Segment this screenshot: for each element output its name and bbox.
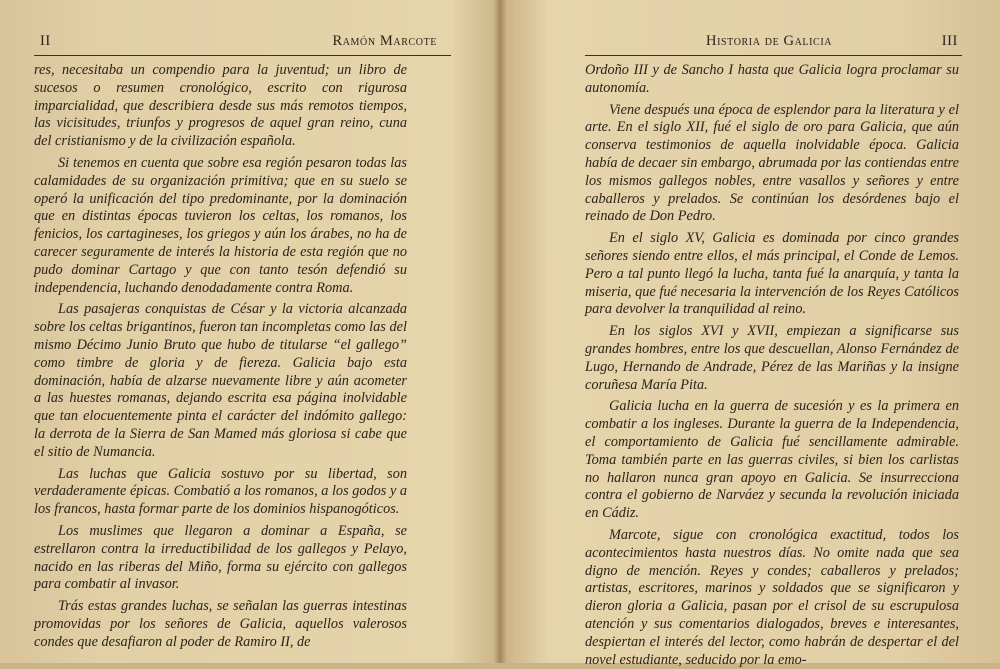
- right-page-body: [585, 62, 959, 669]
- right-page-header: [706, 33, 958, 53]
- left-page-body: [34, 62, 407, 652]
- right-paragraph: Galicia lucha en la guerra de sucesión y es la primera en combatir a los ingleses. Durante la guerra de la Independencia, el comportamiento de Galicia fué sencillamente admirable. Toma también parte en las guerras civiles, si bien los carlistas no hallaron nunca gran apoyo en Galicia. Se insurrecciona contra el gobierno de Narváez y secunda la revolución iniciada en Cádiz.: [585, 398, 959, 522]
- left-paragraph: Los muslimes que llegaron a dominar a España, se estrellaron contra la irreductibilidad de los gallegos y Pelayo, nacido en las riberas del Miño, forma su ejército con gallegos para combatir al invasor.: [34, 522, 407, 593]
- left-paragraph: Si tenemos en cuenta que sobre esa región pesaron todas las calamidades de su organización primitiva; que en su suelo se operó la unificación del tipo predominante, por la dominación que en distintas épocas tuvieron los celtas, los romanos, los fenicios, los cartagineses, los griegos y aún los árabes, no ha de carecer seguramente de interés la historia de esta región que no pudo dominar Cartago y que con tanto tesón defendió su independencia, luchando denodadamente contra Roma.: [34, 154, 407, 296]
- right-paragraph: Ordoño III y de Sancho I hasta que Galicia logra proclamar su autonomía.: [585, 62, 959, 96]
- left-header-rule: [34, 55, 451, 56]
- left-page: [0, 0, 497, 663]
- right-page: [503, 0, 1000, 668]
- right-paragraph: Marcote, sigue con cronológica exactitud, todos los acontecimientos hasta nuestros días. No omite nada que sea digno de mención. Reyes y condes; caballeros y prelados; artistas, escritores, marinos y soldados que se significaron y dieron gloria a Galicia, pasan por el crisol de su escrupulosa atención y sus comentarios dialogados, breves e interesantes, despiertan el interés del lector, como habrán de despertar el del novel estudiante, seducido por la emo-: [585, 526, 959, 668]
- right-header-rule: [585, 55, 962, 56]
- left-page-header: [40, 33, 437, 53]
- left-paragraph: Trás estas grandes luchas, se señalan las guerras intestinas promovidas por los señores de Galicia, aquellos valerosos condes que desafiaron al poder de Ramiro II, de: [34, 598, 407, 650]
- left-paragraph: Las luchas que Galicia sostuvo por su libertad, son verdaderamente épicas. Combatió a los romanos, a los godos y a los francos, hasta formar parte de los dominios hispanogóticos.: [34, 465, 408, 518]
- right-paragraph: En el siglo XV, Galicia es dominada por cinco grandes señores siendo entre ellos, el más principal, el Conde de Lemos. Pero a tal punto llegó la lucha, tanta fué la anarquía, y tanta la miseria, que fué necesaria la intervención de los Reyes Católicos para devolver la tranquilidad al reino.: [585, 230, 959, 318]
- right-page-number: III: [941, 33, 958, 49]
- right-running-head: Historia de Galicia: [706, 33, 833, 49]
- left-page-number: II: [40, 33, 51, 49]
- right-paragraph: Viene después una época de esplendor para la literatura y el arte. En el siglo XII, fué el siglo de oro para Galicia, que aún conserva testimonios de aquella inolvidable época. Galicia había de decaer sin embargo, abrumada por las contiendas entre los mismos gallegos nobles, entre vasallos y señores y entre caballeros y prelados. Se continúan los desórdenes bajo el reinado de Don Pedro.: [585, 101, 959, 225]
- right-paragraph: En los siglos XVI y XVII, empiezan a significarse sus grandes hombres, entre los que descuellan, Alonso Fernández de Lugo, Hernando de Andrade, Pérez de las Mariñas y la insigne coruñesa María Pita.: [585, 323, 959, 393]
- left-paragraph: res, necesitaba un compendio para la juventud; un libro de sucesos o resumen cronológico, escrito con rigurosa imparcialidad, que describiera desde sus más remotos tiempos, las vicisitudes, triunfos y progresos de aquel gran reino, cuna del cristianismo y de la civilización española.: [34, 62, 407, 150]
- left-paragraph: Las pasajeras conquistas de César y la victoria alcanzada sobre los celtas brigantinos, fueron tan incompletas como las del mismo Décimo Junio Bruto que hubo de titularse “el gallego” como timbre de gloria y de fiereza. Galicia bajo esta dominación, había de alzarse nuevamente libre y aún acometer a las huestes romanas, dejando escrita esa página inolvidable que tan elocuentemente pinta el carácter del indómito gallego: la derrota de la Sierra de San Mamed más gloriosa si cabe que el sitio de Numancia.: [34, 301, 407, 460]
- left-running-head: Ramón Marcote: [332, 33, 437, 49]
